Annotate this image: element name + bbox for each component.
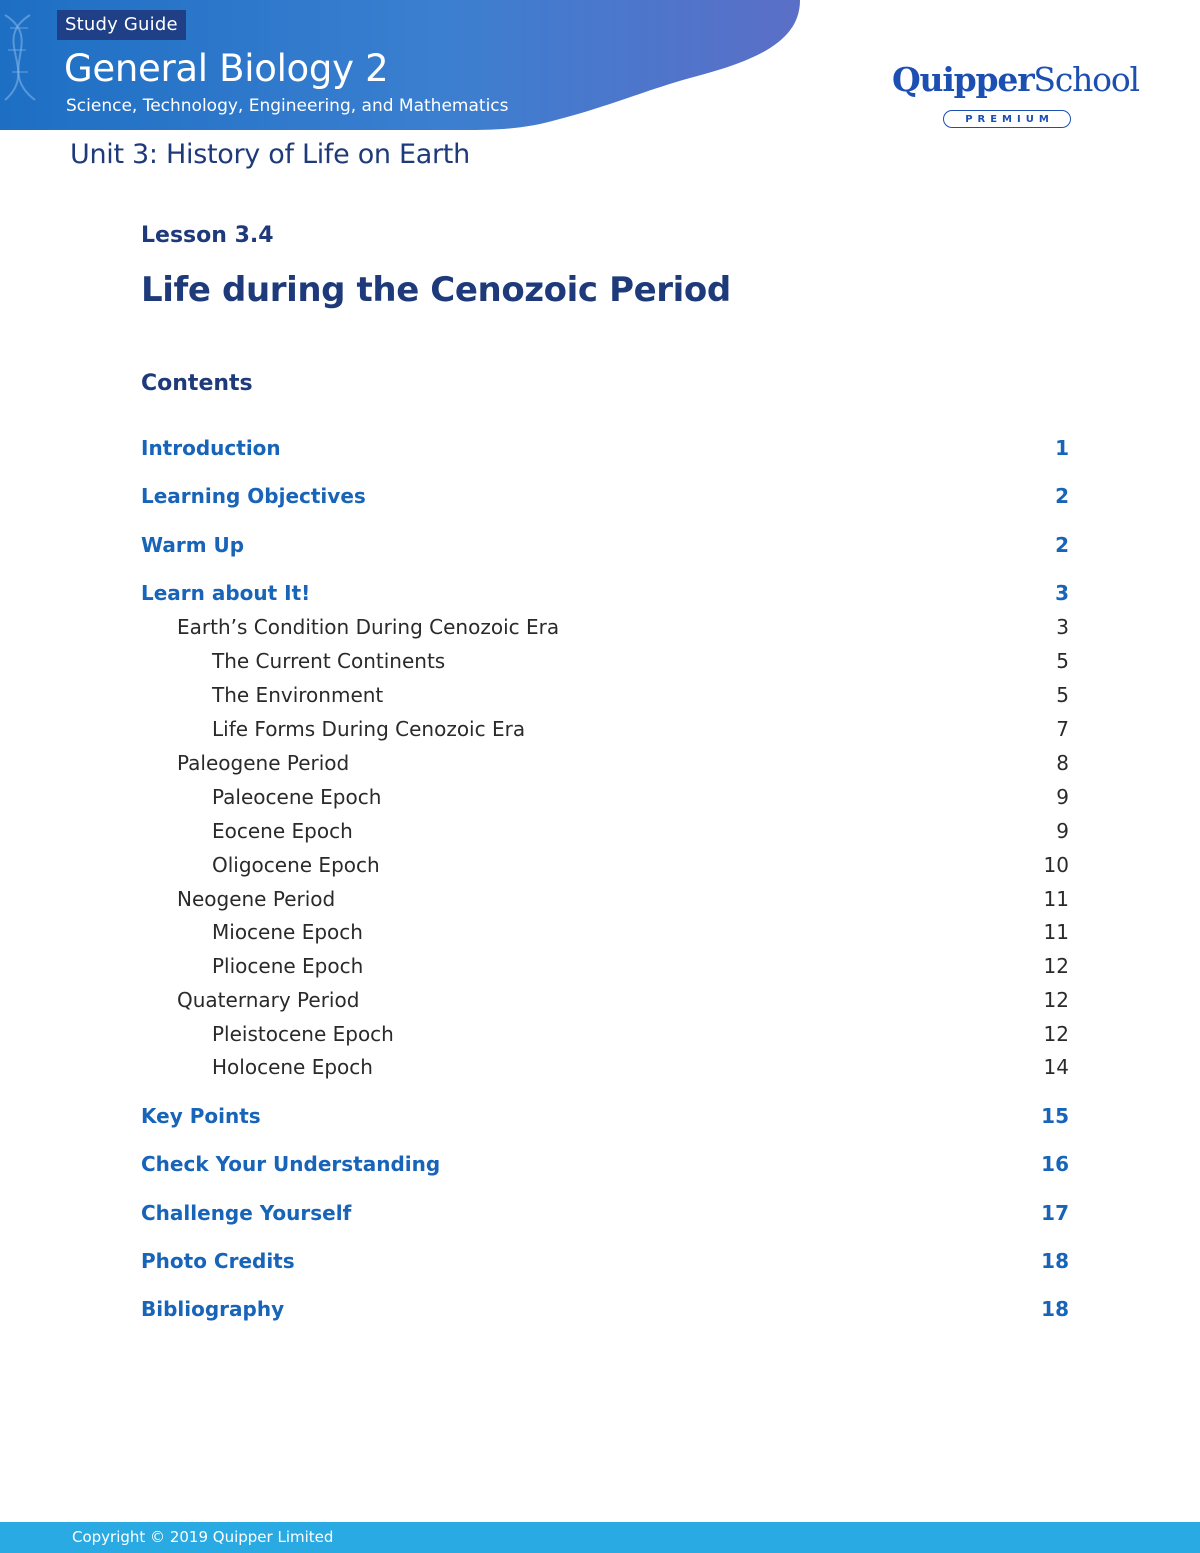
toc-item-label: The Environment — [212, 683, 384, 707]
toc-item-learning-objectives[interactable] — [141, 480, 1069, 512]
lesson-title: Life during the Cenozoic Period — [141, 270, 731, 310]
toc-item-key-points[interactable] — [141, 1100, 1069, 1132]
study-guide-tag: Study Guide — [57, 10, 186, 40]
toc-item-oligocene-epoch[interactable] — [141, 849, 1069, 881]
course-title: General Biology 2 — [64, 47, 389, 90]
toc-item-pliocene-epoch[interactable] — [141, 950, 1069, 982]
toc-item-page: 12 — [1043, 988, 1069, 1012]
toc-item-current-continents[interactable] — [141, 645, 1069, 677]
logo-wordmark — [892, 60, 1139, 100]
toc-item-page: 7 — [1056, 717, 1069, 741]
toc-item-page: 17 — [1041, 1201, 1069, 1225]
toc-item-label: Quaternary Period — [177, 988, 360, 1012]
toc-item-page: 12 — [1043, 1022, 1069, 1046]
toc-item-label: Paleogene Period — [177, 751, 350, 775]
toc-item-page: 9 — [1056, 785, 1069, 809]
toc-item-label: Challenge Yourself — [141, 1201, 352, 1225]
toc-item-page: 9 — [1056, 819, 1069, 843]
toc-item-page: 18 — [1041, 1297, 1069, 1321]
toc-item-page: 12 — [1043, 954, 1069, 978]
toc-item-label: Photo Credits — [141, 1249, 295, 1273]
toc-item-introduction[interactable] — [141, 432, 1069, 464]
toc-item-warm-up[interactable] — [141, 529, 1069, 561]
toc-item-photo-credits[interactable] — [141, 1245, 1069, 1277]
toc-item-label: Pleistocene Epoch — [212, 1022, 394, 1046]
toc-item-label: Earth’s Condition During Cenozoic Era — [177, 615, 560, 639]
toc-item-label: Eocene Epoch — [212, 819, 353, 843]
toc-item-paleocene-epoch[interactable] — [141, 781, 1069, 813]
quipper-school-logo — [892, 60, 1139, 135]
toc-item-label: Neogene Period — [177, 887, 336, 911]
toc-item-label: Oligocene Epoch — [212, 853, 380, 877]
toc-item-life-forms[interactable] — [141, 713, 1069, 745]
contents-heading: Contents — [141, 371, 253, 396]
toc-item-earths-condition[interactable] — [141, 611, 1069, 643]
toc-item-label: Holocene Epoch — [212, 1055, 373, 1079]
toc-item-label: Check Your Understanding — [141, 1152, 441, 1176]
toc-item-page: 1 — [1055, 436, 1069, 460]
logo-quipper-text: Quipper — [892, 60, 1034, 99]
toc-item-challenge-yourself[interactable] — [141, 1197, 1069, 1229]
toc-item-label: Pliocene Epoch — [212, 954, 364, 978]
toc-item-label: Introduction — [141, 436, 281, 460]
toc-item-page: 3 — [1055, 581, 1069, 605]
toc-item-label: Warm Up — [141, 533, 245, 557]
dna-helix-icon — [0, 10, 60, 120]
logo-school-text: School — [1033, 60, 1139, 99]
toc-item-label: The Current Continents — [212, 649, 446, 673]
toc-item-eocene-epoch[interactable] — [141, 815, 1069, 847]
toc-item-label: Miocene Epoch — [212, 920, 363, 944]
toc-item-page: 10 — [1043, 853, 1069, 877]
toc-item-page: 14 — [1043, 1055, 1069, 1079]
toc-item-label: Learn about It! — [141, 581, 311, 605]
footer-copyright: Copyright © 2019 Quipper Limited — [72, 1528, 334, 1546]
toc-item-page: 3 — [1056, 615, 1069, 639]
toc-item-page: 5 — [1056, 683, 1069, 707]
toc-item-page: 18 — [1041, 1249, 1069, 1273]
toc-item-paleogene-period[interactable] — [141, 747, 1069, 779]
toc-item-page: 8 — [1056, 751, 1069, 775]
toc-item-page: 11 — [1043, 887, 1069, 911]
toc-item-learn-about-it[interactable] — [141, 577, 1069, 609]
footer-bar — [0, 1522, 1200, 1553]
toc-item-label: Learning Objectives — [141, 484, 366, 508]
toc-item-page: 11 — [1043, 920, 1069, 944]
toc-item-environment[interactable] — [141, 679, 1069, 711]
toc-item-pleistocene-epoch[interactable] — [141, 1018, 1069, 1050]
toc-item-check-your-understanding[interactable] — [141, 1148, 1069, 1180]
toc-item-quaternary-period[interactable] — [141, 984, 1069, 1016]
toc-item-label: Bibliography — [141, 1297, 285, 1321]
toc-item-label: Key Points — [141, 1104, 261, 1128]
toc-item-page: 5 — [1056, 649, 1069, 673]
toc-item-neogene-period[interactable] — [141, 883, 1069, 915]
lesson-label: Lesson 3.4 — [141, 223, 274, 248]
course-subtitle: Science, Technology, Engineering, and Mathematics — [66, 96, 509, 116]
toc-item-holocene-epoch[interactable] — [141, 1051, 1069, 1083]
toc-item-page: 2 — [1055, 533, 1069, 557]
toc-item-page: 2 — [1055, 484, 1069, 508]
toc-item-page: 16 — [1041, 1152, 1069, 1176]
toc-item-label: Life Forms During Cenozoic Era — [212, 717, 526, 741]
toc-item-miocene-epoch[interactable] — [141, 916, 1069, 948]
toc-item-page: 15 — [1041, 1104, 1069, 1128]
toc-item-label: Paleocene Epoch — [212, 785, 382, 809]
toc-item-bibliography[interactable] — [141, 1293, 1069, 1325]
unit-title: Unit 3: History of Life on Earth — [70, 139, 470, 170]
logo-premium-badge: PREMIUM — [943, 110, 1071, 128]
